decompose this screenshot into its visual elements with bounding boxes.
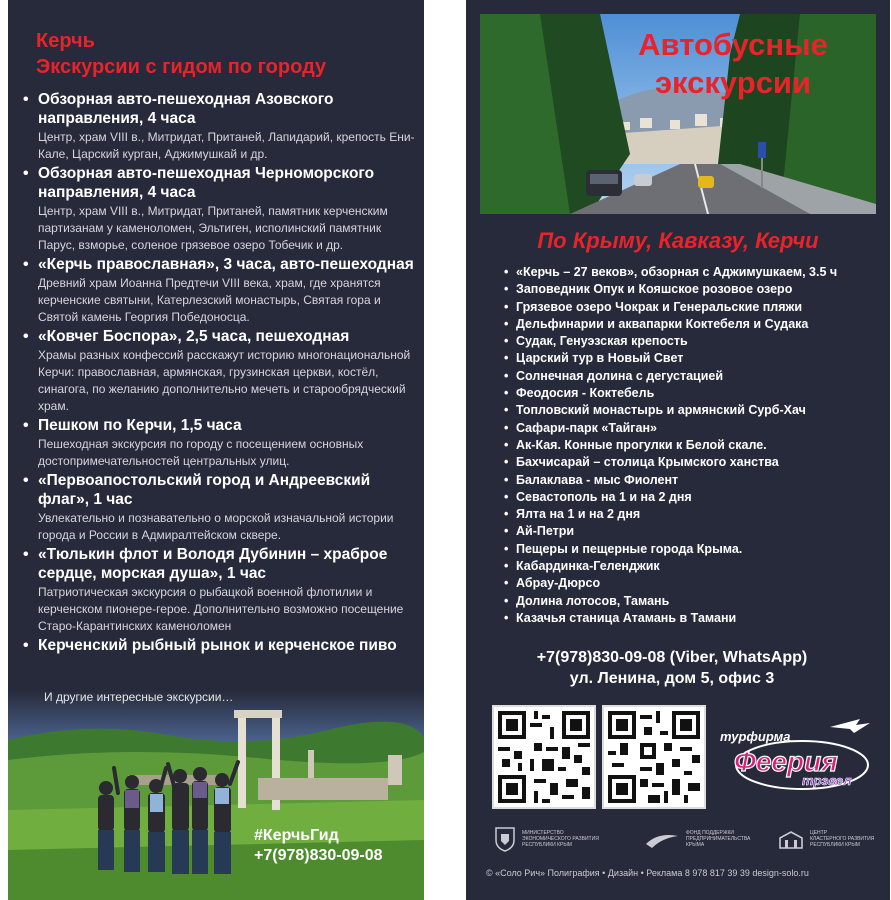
bullet: •	[23, 472, 29, 489]
list-item: • Долина лотосов, Тамань	[504, 593, 670, 608]
qr-code-icon[interactable]	[492, 705, 596, 809]
list-item: • Кабардинка-Геленджик	[504, 559, 660, 574]
list-item: • Заповедник Опук и Кояшское розовое озеро	[504, 282, 793, 297]
printer-footer: © «Соло Рич» Полиграфия • Дизайн • Реклама 8 978 817 39 39 design-solo.ru	[486, 868, 809, 878]
item-head: Обзорная авто-пешеходная Азовского направления, 4 часа	[38, 91, 334, 127]
item-desc: Центр, храм VIII в., Митридат, Пританей, Лапидарий, крепость Ени-Кале, Царский курган, Аджимушкай и др.	[38, 130, 415, 161]
fund-logo-icon	[644, 830, 680, 850]
list-item: • Абрау-Дюрсо	[504, 576, 601, 591]
cluster-center-icon	[778, 830, 804, 850]
left-title-city: Керчь	[36, 30, 95, 52]
item-head: Обзорная авто-пешеходная Черноморского направления, 4 часа	[38, 165, 375, 201]
ruins-group-photo	[8, 690, 424, 900]
business-support-fund: ФОНД ПОДДЕРЖКИ ПРЕДПРИНИМАТЕЛЬСТВА КРЫМА	[686, 830, 751, 848]
item-desc: Пешеходная экскурсия по городу с посещением основных достопримечательностей центральных улиц.	[38, 437, 364, 468]
logo-small-text: турфирма	[720, 729, 791, 744]
item-desc: Древний храм Иоанна Предтечи VIII века, храм, где хранятся керченские святыни, Катерлезский монастырь, Святая гора и Святой камень Георгия Победоносца.	[38, 276, 381, 324]
item-desc: Центр, храм VIII в., Митридат, Пританей, памятник керченским партизанам у каменоломен, Эльтиген, исполинский памятник Парус, взморье, соленое грязевое озеро Тобечик и др.	[38, 204, 388, 252]
list-item: • Балаклава - мыс Фиолент	[504, 472, 679, 487]
list-item	[23, 545, 418, 635]
left-phone: +7(978)830-09-08	[254, 847, 383, 864]
bullet: •	[23, 256, 29, 273]
left-excursion-list	[23, 90, 418, 656]
list-item: • Сафари-парк «Тайган»	[504, 420, 657, 435]
hero-title: Автобусные экскурсии	[638, 27, 828, 100]
item-head: «Керчь православная», 3 часа, авто-пешеходная	[38, 256, 414, 273]
right-subtitle: По Крыму, Кавказу, Керчи	[537, 228, 819, 253]
list-item: • Топловский монастырь и армянский Сурб-Хач	[504, 403, 806, 418]
item-desc: Патриотическая экскурсия о рыбацкой военной флотилии и керченском пионере-герое. Дополнительно возможно посещение Старо-Карантинских каменоломен	[38, 585, 404, 633]
bullet: •	[23, 91, 29, 108]
item-head: Керченский рыбный рынок и керченское пиво	[38, 637, 397, 654]
list-item: • Феодосия - Коктебель	[504, 386, 655, 401]
list-item: • Ай-Петри	[504, 524, 575, 539]
contact-phone: +7(978)830-09-08 (Viber, WhatsApp)	[536, 649, 808, 666]
item-head: Пешком по Керчи, 1,5 часа	[38, 417, 242, 434]
bullet: •	[23, 328, 29, 345]
feeria-travel-logo	[710, 713, 880, 793]
right-brochure-panel	[466, 0, 890, 900]
list-item	[23, 164, 418, 254]
left-brochure-panel	[8, 0, 424, 900]
logo-sub-text: трэвел	[802, 773, 852, 788]
list-item	[23, 255, 418, 326]
qr-code-icon[interactable]	[602, 705, 706, 809]
contact-address: ул. Ленина, дом 5, офис 3	[569, 670, 775, 687]
ministry-emblem-icon	[494, 826, 516, 852]
item-head: «Первоапостольский город и Андреевский флаг», 1 час	[38, 472, 371, 508]
logo-main-text: Феерия	[734, 746, 838, 777]
list-item	[23, 471, 418, 544]
item-desc: Увлекательно и познавательно о морской изначальной истории города и России в Адмиралтейском сквере.	[38, 511, 394, 542]
list-item: • Дельфинарии и аквапарки Коктебеля и Судака	[504, 316, 809, 331]
bullet: •	[23, 546, 29, 563]
bullet: •	[23, 417, 29, 434]
list-item	[23, 416, 418, 470]
bullet: •	[23, 165, 29, 182]
left-title-sub: Экскурсии с гидом по городу	[36, 56, 327, 78]
item-head: «Тюлькин флот и Володя Дубинин – храброе сердце, морская душа», 1 час	[38, 546, 388, 582]
list-item: • Грязевое озеро Чокрак и Генеральские пляжи	[504, 299, 803, 314]
list-item: • Севастополь на 1 и на 2 дня	[504, 489, 692, 504]
list-item: • Царский тур в Новый Свет	[504, 351, 684, 366]
list-item: • Ялта на 1 и на 2 дня	[504, 507, 641, 522]
list-item: • Судак, Генуэзская крепость	[504, 334, 688, 349]
list-item: • Пещеры и пещерные города Крыма.	[504, 541, 743, 556]
list-item	[23, 327, 418, 415]
ministry-economy: МИНИСТЕРСТВО ЭКОНОМИЧЕСКОГО РАЗВИТИЯ РЕСПУБЛИКИ КРЫМ	[522, 830, 599, 848]
list-item: • Ак-Кая. Конные прогулки к Белой скале.	[504, 437, 767, 452]
left-title	[36, 28, 326, 80]
list-item: • Бахчисарай – столица Крымского ханства	[504, 455, 779, 470]
list-item: • «Керчь – 27 веков», обзорная с Аджимушкаем, 3.5 ч	[504, 265, 838, 279]
cluster-development-center: ЦЕНТР КЛАСТЕРНОГО РАЗВИТИЯ РЕСПУБЛИКИ КРЫМ	[810, 830, 875, 848]
list-item	[23, 90, 418, 163]
list-item	[23, 636, 418, 655]
list-item: • Солнечная долина с дегустацией	[504, 368, 724, 383]
bus-tour-list	[504, 264, 837, 627]
hashtag: #КерчьГид	[254, 827, 339, 844]
item-desc: Храмы разных конфессий расскажут историю многонациональной Керчи: православная, армянская, грузинская церкви, костёл, синагога, по желанию дополнительно мечеть и старообрядческий храм.	[38, 348, 411, 413]
other-excursions-note: И другие интересные экскурсии…	[44, 690, 234, 704]
bullet: •	[23, 637, 29, 654]
item-head: «Ковчег Боспора», 2,5 часа, пешеходная	[38, 328, 350, 345]
list-item: • Казачья станица Атамань в Тамани	[504, 610, 737, 625]
